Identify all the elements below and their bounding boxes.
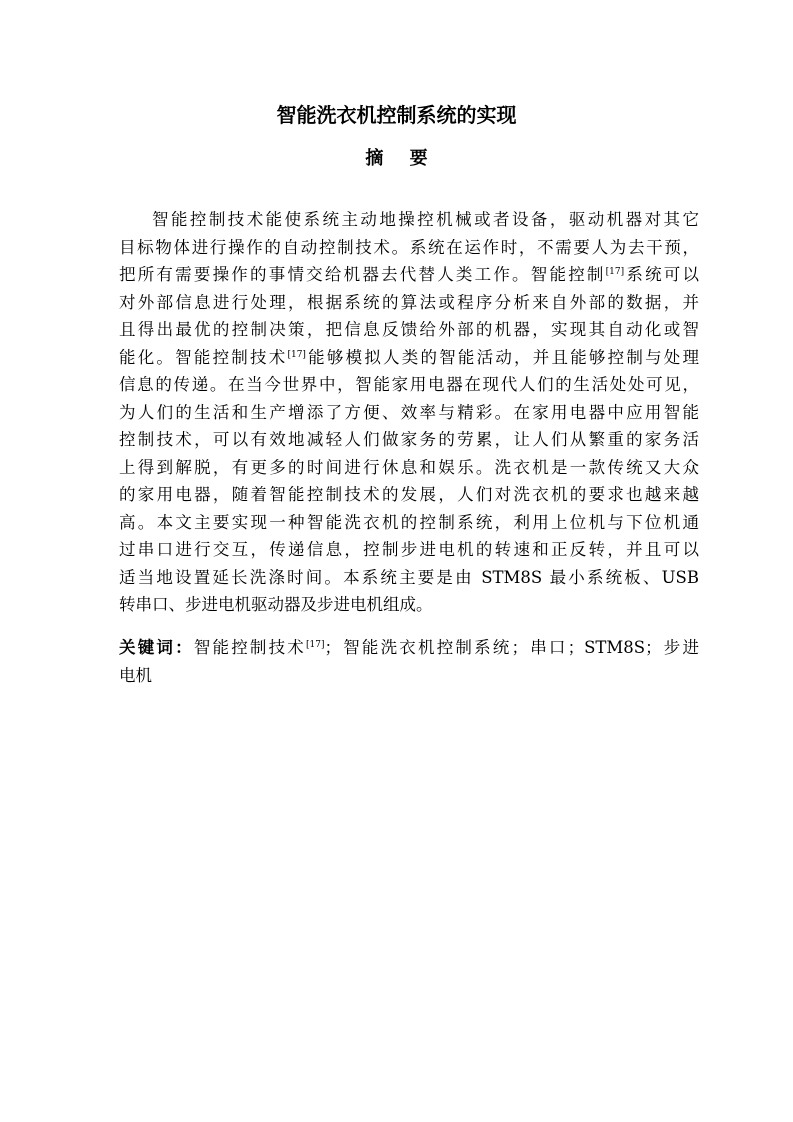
citation-ref: [17]: [287, 349, 306, 360]
abstract-line: 控制技术，可以有效地减轻人们做家务的劳累，让人们从繁重的家务活: [119, 430, 699, 449]
keywords-text: ；智能洗衣机控制系统；串口；STM8S；步进: [324, 638, 700, 657]
abstract-body: [119, 206, 699, 619]
keywords-text: 智能控制技术: [193, 638, 307, 657]
keywords-line: 电机: [119, 665, 152, 685]
abstract-line: 过串口进行交互，传递信息，控制步进电机的转速和正反转，并且可以: [119, 540, 699, 559]
abstract-text: 能够模拟人类的智能活动，并且能够控制与处理: [305, 347, 700, 367]
abstract-line: [119, 261, 699, 289]
abstract-line: 适当地设置延长洗涤时间。本系统主要是由 STM8S 最小系统板、USB: [119, 567, 699, 587]
keywords-line: [119, 634, 699, 662]
document-title: 智能洗衣机控制系统的实现: [276, 103, 517, 127]
abstract-line: 的家用电器，随着智能控制技术的发展，人们对洗衣机的要求也越来越: [119, 485, 699, 504]
citation-ref: [17]: [306, 640, 325, 650]
abstract-line: 转串口、步进电机驱动器及步进电机组成。: [119, 595, 433, 614]
keywords-label: 关键词：: [119, 638, 194, 657]
citation-ref: [17]: [605, 267, 625, 277]
abstract-line: 智能控制技术能使系统主动地操控机械或者设备，驱动机器对其它: [152, 210, 699, 229]
abstract-heading: 摘 要: [365, 148, 438, 169]
abstract-line: 为人们的生活和生产增添了方便、效率与精彩。在家用电器中应用智能: [119, 402, 699, 422]
abstract-line: 信息的传递。在当今世界中，智能家用电器在现代人们的生活处处可见，: [119, 375, 699, 394]
abstract-line: 高。本文主要实现一种智能洗衣机的控制系统，利用上位机与下位机通: [119, 512, 699, 532]
abstract-line: [119, 344, 699, 372]
abstract-line: 上得到解脱，有更多的时间进行休息和娱乐。洗衣机是一款传统又大众: [119, 457, 699, 477]
abstract-text: 把所有需要操作的事情交给机器去代替人类工作。智能控制: [119, 265, 606, 284]
abstract-text: 能化。智能控制技术: [119, 347, 288, 367]
abstract-line: 对外部信息进行处理，根据系统的算法或程序分析来自外部的数据，并: [119, 292, 699, 312]
abstract-line: 且得出最优的控制决策，把信息反馈给外部的机器，实现其自动化或智: [119, 320, 699, 339]
keywords-block: [119, 634, 699, 689]
abstract-text: 系统可以: [624, 265, 700, 284]
abstract-line: 目标物体进行操作的自动控制技术。系统在运作时，不需要人为去干预，: [119, 237, 699, 257]
